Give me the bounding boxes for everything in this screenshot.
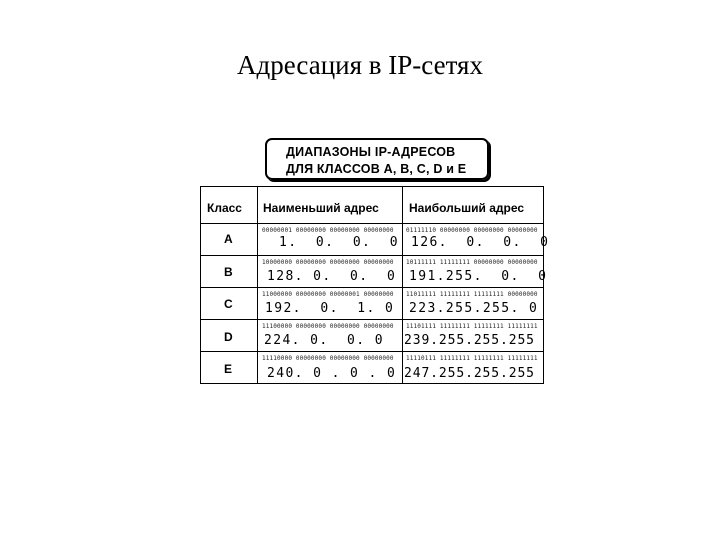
low-binary-address: 00000001 00000000 00000000 00000000: [262, 227, 394, 234]
high-dotted-address: 191.255. 0. 0: [409, 269, 548, 284]
low-binary-address: 11100000 00000000 00000000 00000000: [262, 323, 394, 330]
class-label: E: [224, 362, 233, 376]
high-binary-address: 01111110 00000000 00000000 00000000: [406, 227, 538, 234]
low-dotted-address: 224. 0. 0. 0: [264, 333, 384, 348]
high-dotted-address: 126. 0. 0. 0: [411, 235, 550, 250]
header-highest-address: Наибольший адрес: [409, 201, 525, 215]
header-class: Класс: [207, 201, 242, 215]
high-binary-address: 10111111 11111111 00000000 00000000: [406, 259, 538, 266]
caption-line-2: ДЛЯ КЛАССОВ A, B, C, D и E: [286, 162, 467, 176]
low-binary-address: 11110000 00000000 00000000 00000000: [262, 355, 394, 362]
low-dotted-address: 128. 0. 0. 0: [267, 269, 397, 284]
column-divider: [402, 187, 403, 383]
high-binary-address: 11011111 11111111 11111111 00000000: [406, 291, 538, 298]
high-binary-address: 11110111 11111111 11111111 11111111: [406, 355, 538, 362]
class-label: B: [224, 265, 233, 279]
low-dotted-address: 192. 0. 1. 0: [265, 301, 395, 316]
low-dotted-address: 240. 0 . 0 . 0: [267, 366, 397, 381]
column-divider: [257, 187, 258, 383]
low-binary-address: 10000000 00000000 00000000 00000000: [262, 259, 394, 266]
high-dotted-address: 239.255.255.255: [404, 333, 535, 348]
high-dotted-address: 223.255.255. 0: [409, 301, 539, 316]
row-divider: [201, 255, 543, 256]
low-binary-address: 11000000 00000000 00000001 00000000: [262, 291, 394, 298]
row-divider: [201, 319, 543, 320]
caption-line-1: ДИАПАЗОНЫ IP-АДРЕСОВ: [286, 145, 456, 159]
ip-range-table: [200, 186, 550, 384]
class-label: D: [224, 330, 233, 344]
header-divider: [201, 223, 543, 224]
class-label: C: [224, 297, 233, 311]
high-binary-address: 11101111 11111111 11111111 11111111: [406, 323, 538, 330]
table-caption: [265, 138, 489, 180]
low-dotted-address: 1. 0. 0. 0: [279, 235, 399, 250]
class-label: A: [224, 232, 233, 246]
header-lowest-address: Наименьший адрес: [263, 201, 379, 215]
row-divider: [201, 287, 543, 288]
high-dotted-address: 247.255.255.255: [404, 366, 535, 381]
slide-title: Адресация в IP-сетях: [237, 50, 483, 80]
row-divider: [201, 351, 543, 352]
